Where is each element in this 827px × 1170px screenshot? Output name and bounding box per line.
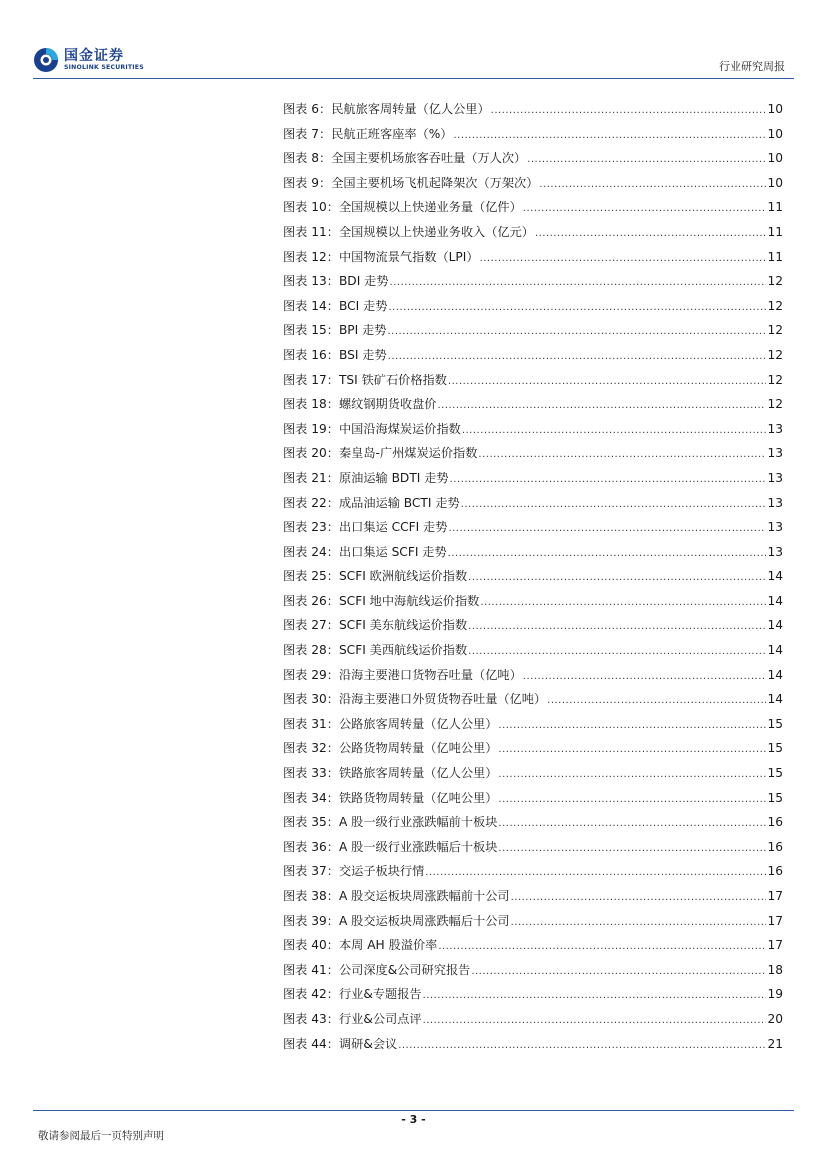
toc-entry-page[interactable]: 17 bbox=[767, 938, 783, 953]
toc-entry-label[interactable]: 图表 39：A 股交运板块周涨跌幅后十公司 bbox=[283, 913, 510, 928]
toc-entry-label[interactable]: 图表 8：全国主要机场旅客吞吐量（万人次） bbox=[283, 151, 527, 166]
toc-entry-page[interactable]: 12 bbox=[767, 397, 783, 412]
toc-leader-dots bbox=[498, 744, 766, 755]
toc-entry-label[interactable]: 图表 44：调研&会议 bbox=[283, 1036, 398, 1051]
page-number: - 3 - bbox=[401, 1113, 426, 1126]
toc-entry[interactable] bbox=[283, 395, 783, 420]
toc-entry-label[interactable]: 图表 38：A 股交运板块周涨跌幅前十公司 bbox=[283, 889, 510, 903]
report-type: 行业研究周报 bbox=[719, 60, 785, 73]
toc-entry[interactable] bbox=[283, 100, 783, 125]
toc-entry-page[interactable]: 10 bbox=[767, 151, 783, 166]
toc-entry-page[interactable]: 17 bbox=[767, 913, 783, 928]
toc-leader-dots bbox=[388, 351, 767, 362]
toc-entry-page[interactable]: 15 bbox=[767, 716, 783, 731]
toc-leader-dots bbox=[448, 376, 767, 387]
toc-entry[interactable] bbox=[283, 616, 783, 641]
toc-entry[interactable] bbox=[283, 985, 783, 1010]
toc-entry-label[interactable]: 图表 42：行业&专题报告 bbox=[283, 987, 422, 1002]
toc-entry-label[interactable]: 图表 29：沿海主要港口货物吞吐量（亿吨） bbox=[283, 667, 522, 682]
toc-entry[interactable] bbox=[283, 1035, 783, 1060]
logo bbox=[33, 47, 144, 73]
toc-leader-dots bbox=[535, 228, 767, 239]
toc-entry-label[interactable]: 图表 16：BSI 走势 bbox=[283, 347, 387, 362]
toc-entry-page[interactable]: 10 bbox=[767, 175, 783, 190]
toc-entry[interactable] bbox=[283, 297, 783, 322]
logo-mark-icon bbox=[33, 47, 59, 73]
toc-entry-label[interactable]: 图表 28：SCFI 美西航线运价指数 bbox=[283, 643, 468, 658]
toc-leader-dots bbox=[450, 474, 767, 485]
toc-entry[interactable] bbox=[283, 666, 783, 691]
toc-entry[interactable] bbox=[283, 838, 783, 863]
toc-entry[interactable] bbox=[283, 321, 783, 346]
logo-cn-text: 国金证券 bbox=[64, 47, 124, 64]
toc-entry-label[interactable]: 图表 30：沿海主要港口外贸货物吞吐量（亿吨） bbox=[283, 692, 547, 707]
toc-entry-page[interactable]: 14 bbox=[767, 692, 783, 707]
toc-entry-page[interactable]: 18 bbox=[767, 962, 783, 977]
toc-entry-label[interactable]: 图表 40：本周 AH 股溢价率 bbox=[283, 938, 438, 953]
toc-entry-label[interactable]: 图表 6：民航旅客周转量（亿人公里） bbox=[283, 102, 490, 116]
toc-entry[interactable] bbox=[283, 641, 783, 666]
toc-entry[interactable] bbox=[283, 961, 783, 986]
toc-leader-dots bbox=[491, 105, 767, 116]
toc-leader-dots bbox=[388, 326, 767, 337]
toc-leader-dots bbox=[498, 769, 766, 780]
toc-entry-label[interactable]: 图表 41：公司深度&公司研究报告 bbox=[283, 962, 471, 977]
toc-entry[interactable] bbox=[283, 248, 783, 273]
toc-leader-dots bbox=[425, 867, 766, 878]
toc-entry[interactable] bbox=[283, 420, 783, 445]
toc-leader-dots bbox=[423, 990, 767, 1001]
toc-entry-page[interactable]: 11 bbox=[767, 200, 783, 215]
toc-entry[interactable] bbox=[283, 223, 783, 248]
toc-entry-page[interactable]: 13 bbox=[767, 544, 783, 559]
toc-entry-label[interactable]: 图表 37：交运子板块行情 bbox=[283, 864, 425, 879]
toc-leader-dots bbox=[398, 1040, 766, 1051]
footer-disclaimer: 敬请参阅最后一页特别声明 bbox=[38, 1130, 164, 1142]
toc-entry[interactable] bbox=[283, 1010, 783, 1035]
toc-leader-dots bbox=[388, 302, 766, 313]
toc-entry-page[interactable]: 14 bbox=[767, 593, 783, 608]
page-header bbox=[0, 0, 827, 80]
toc-entry-page[interactable]: 21 bbox=[767, 1036, 783, 1051]
toc-entry-page[interactable]: 14 bbox=[767, 667, 783, 682]
toc-entry[interactable] bbox=[283, 371, 783, 396]
toc-entry-label[interactable]: 图表 34：铁路货物周转量（亿吨公里） bbox=[283, 790, 498, 805]
toc-entry-label[interactable]: 图表 15：BPI 走势 bbox=[283, 323, 387, 338]
toc-entry-page[interactable]: 12 bbox=[767, 323, 783, 338]
toc-entry-label[interactable]: 图表 13：BDI 走势 bbox=[283, 274, 389, 289]
header-divider bbox=[33, 78, 794, 79]
toc-entry-label[interactable]: 图表 24：出口集运 SCFI 走势 bbox=[283, 544, 447, 559]
toc-leader-dots bbox=[478, 449, 766, 460]
toc-entry-page[interactable]: 14 bbox=[767, 643, 783, 658]
toc-leader-dots bbox=[523, 671, 767, 682]
toc-entry[interactable] bbox=[283, 739, 783, 764]
toc-entry-label[interactable]: 图表 12：中国物流景气指数（LPI） bbox=[283, 249, 479, 264]
toc-entry-page[interactable]: 10 bbox=[767, 102, 783, 116]
toc-entry-page[interactable]: 15 bbox=[767, 741, 783, 756]
toc-entry-label[interactable]: 图表 19：中国沿海煤炭运价指数 bbox=[283, 421, 461, 436]
toc-leader-dots bbox=[462, 425, 767, 436]
toc-entry-page[interactable]: 13 bbox=[767, 470, 783, 485]
toc-entry-label[interactable]: 图表 14：BCI 走势 bbox=[283, 298, 388, 313]
toc-entry-label[interactable]: 图表 11：全国规模以上快递业务收入（亿元） bbox=[283, 224, 534, 239]
toc-entry-page[interactable]: 15 bbox=[767, 766, 783, 781]
toc-entry-page[interactable]: 16 bbox=[767, 815, 783, 830]
toc-leader-dots bbox=[453, 130, 766, 141]
toc-leader-dots bbox=[498, 843, 766, 854]
toc-leader-dots bbox=[498, 794, 766, 805]
toc-entry-page[interactable]: 12 bbox=[767, 372, 783, 387]
toc-leader-dots bbox=[468, 646, 766, 657]
toc-entry[interactable] bbox=[283, 764, 783, 789]
toc-entry-label[interactable]: 图表 43：行业&公司点评 bbox=[283, 1011, 422, 1026]
toc-entry-page[interactable]: 12 bbox=[767, 274, 783, 289]
toc-entry-label[interactable]: 图表 22：成品油运输 BCTI 走势 bbox=[283, 495, 460, 510]
toc-entry[interactable] bbox=[283, 715, 783, 740]
toc-entry-label[interactable]: 图表 26：SCFI 地中海航线运价指数 bbox=[283, 593, 480, 608]
toc-leader-dots bbox=[437, 400, 766, 411]
toc-entry-page[interactable]: 15 bbox=[767, 790, 783, 805]
toc-entry-label[interactable]: 图表 25：SCFI 欧洲航线运价指数 bbox=[283, 569, 468, 584]
toc-entry-page[interactable]: 20 bbox=[767, 1011, 783, 1026]
toc-entry-page[interactable]: 13 bbox=[767, 421, 783, 436]
toc-leader-dots bbox=[511, 917, 767, 928]
toc-leader-dots bbox=[539, 179, 766, 190]
toc-entry[interactable] bbox=[283, 469, 783, 494]
toc-entry[interactable] bbox=[283, 543, 783, 568]
toc-entry[interactable] bbox=[283, 149, 783, 174]
toc-entry-label[interactable]: 图表 9：全国主要机场飞机起降架次（万架次） bbox=[283, 175, 539, 190]
toc-entry-label[interactable]: 图表 27：SCFI 美东航线运价指数 bbox=[283, 618, 468, 633]
toc-leader-dots bbox=[511, 892, 767, 903]
toc-leader-dots bbox=[448, 548, 767, 559]
toc-leader-dots bbox=[468, 621, 766, 632]
toc-entry[interactable] bbox=[283, 887, 783, 912]
footer-divider bbox=[33, 1110, 794, 1111]
toc-entry[interactable] bbox=[283, 912, 783, 937]
toc-leader-dots bbox=[480, 253, 767, 264]
toc-entry[interactable] bbox=[283, 567, 783, 592]
toc-entry-label[interactable]: 图表 35：A 股一级行业涨跌幅前十板块 bbox=[283, 815, 498, 830]
toc-entry-label[interactable]: 图表 21：原油运输 BDTI 走势 bbox=[283, 470, 449, 485]
toc-entry-page[interactable]: 14 bbox=[767, 618, 783, 633]
toc-entry-page[interactable]: 11 bbox=[767, 249, 783, 264]
table-of-figures bbox=[283, 100, 783, 1059]
toc-entry-page[interactable]: 11 bbox=[767, 224, 783, 239]
toc-leader-dots bbox=[547, 695, 766, 706]
toc-leader-dots bbox=[448, 523, 766, 534]
toc-entry-label[interactable]: 图表 10：全国规模以上快递业务量（亿件） bbox=[283, 200, 522, 215]
toc-leader-dots bbox=[461, 499, 767, 510]
toc-entry-page[interactable]: 10 bbox=[767, 126, 783, 141]
toc-entry-page[interactable]: 17 bbox=[767, 889, 783, 903]
toc-entry[interactable] bbox=[283, 198, 783, 223]
toc-entry[interactable] bbox=[283, 862, 783, 887]
toc-leader-dots bbox=[498, 818, 766, 829]
toc-entry[interactable] bbox=[283, 494, 783, 519]
toc-entry-page[interactable]: 13 bbox=[767, 495, 783, 510]
toc-entry-label[interactable]: 图表 20：秦皇岛-广州煤炭运价指数 bbox=[283, 446, 478, 461]
toc-leader-dots bbox=[471, 966, 766, 977]
logo-en-text: SINOLINK SECURITIES bbox=[64, 63, 144, 71]
toc-entry[interactable] bbox=[283, 272, 783, 297]
toc-entry[interactable] bbox=[283, 174, 783, 199]
toc-entry[interactable] bbox=[283, 592, 783, 617]
toc-entry-label[interactable]: 图表 32：公路货物周转量（亿吨公里） bbox=[283, 741, 498, 756]
toc-entry-page[interactable]: 13 bbox=[767, 446, 783, 461]
toc-leader-dots bbox=[438, 941, 766, 952]
toc-entry[interactable] bbox=[283, 444, 783, 469]
toc-entry-page[interactable]: 12 bbox=[767, 347, 783, 362]
toc-leader-dots bbox=[390, 277, 767, 288]
toc-entry-label[interactable]: 图表 18：螺纹钢期货收盘价 bbox=[283, 397, 437, 412]
toc-leader-dots bbox=[423, 1015, 767, 1026]
toc-entry-label[interactable]: 图表 17：TSI 铁矿石价格指数 bbox=[283, 372, 447, 387]
toc-entry-page[interactable]: 12 bbox=[767, 298, 783, 313]
toc-entry-label[interactable]: 图表 23：出口集运 CCFI 走势 bbox=[283, 520, 448, 535]
toc-entry[interactable] bbox=[283, 936, 783, 961]
toc-entry-label[interactable]: 图表 31：公路旅客周转量（亿人公里） bbox=[283, 716, 498, 731]
toc-entry[interactable] bbox=[283, 346, 783, 371]
toc-leader-dots bbox=[498, 720, 766, 731]
toc-leader-dots bbox=[527, 154, 766, 165]
toc-entry-page[interactable]: 16 bbox=[767, 839, 783, 854]
toc-entry[interactable] bbox=[283, 518, 783, 543]
toc-leader-dots bbox=[468, 572, 766, 583]
toc-entry-page[interactable]: 13 bbox=[767, 520, 783, 535]
toc-entry-page[interactable]: 19 bbox=[767, 987, 783, 1002]
toc-leader-dots bbox=[480, 597, 766, 608]
toc-entry-page[interactable]: 16 bbox=[767, 864, 783, 879]
toc-entry[interactable] bbox=[283, 125, 783, 150]
toc-entry-page[interactable]: 14 bbox=[767, 569, 783, 584]
toc-entry[interactable] bbox=[283, 789, 783, 814]
toc-entry-label[interactable]: 图表 7：民航正班客座率（%） bbox=[283, 126, 453, 141]
toc-entry-label[interactable]: 图表 36：A 股一级行业涨跌幅后十板块 bbox=[283, 839, 498, 854]
toc-entry-label[interactable]: 图表 33：铁路旅客周转量（亿人公里） bbox=[283, 766, 498, 781]
toc-entry[interactable] bbox=[283, 813, 783, 838]
toc-leader-dots bbox=[523, 203, 767, 214]
toc-entry[interactable] bbox=[283, 690, 783, 715]
